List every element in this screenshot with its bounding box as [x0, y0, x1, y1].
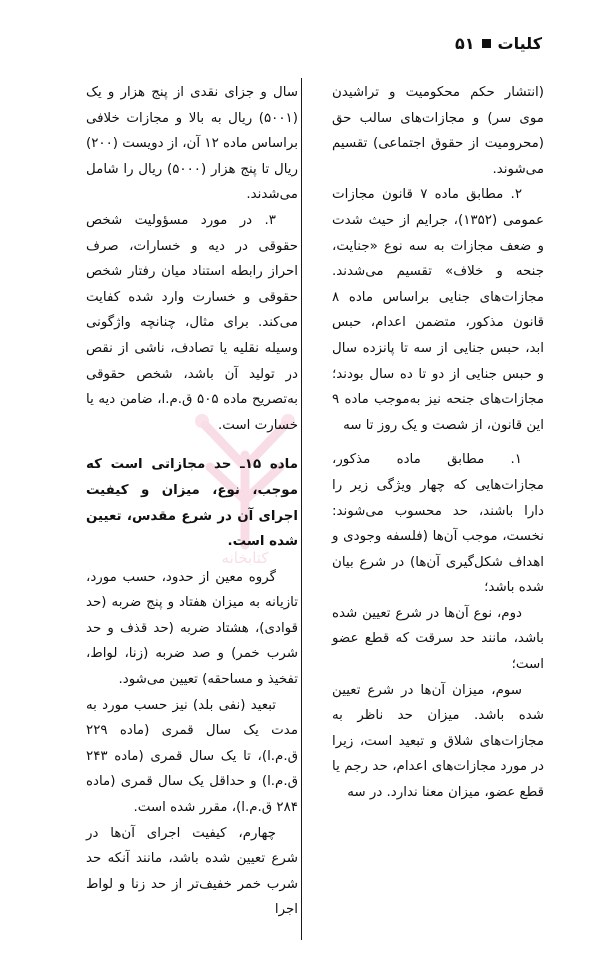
column-left	[86, 80, 298, 946]
paragraph: سوم، میزان آن‌ها در شرع تعیین شده باشد. میزان حد ناظر به مجازات‌های شلاق و تبعید است، زیرا در مورد مجازات‌های اعدام، حد رجم یا قطع عضو، میزان معنا ندارد. در سه	[332, 682, 544, 801]
paragraph: دوم، نوع آن‌ها در شرع تعیین شده باشد، مانند حد سرقت که قطع عضو است؛	[332, 605, 544, 673]
paragraph: تبعید (نفی بلد) نیز حسب مورد به مدت یک سال قمری (ماده ۲۲۹ ق.م.ا)، تا یک سال قمری (ماده ۲۴۳ ق.م.ا) و حداقل یک سال قمری (ماده ۲۸۴ ق.م.ا)، مقرر شده است.	[86, 697, 298, 816]
paragraph: (انتشار حکم محکومیت و تراشیدن موی سر) و مجازات‌های سالب حق (محرومیت از حقوق اجتماعی) تقسیم می‌شوند.	[332, 85, 544, 177]
filled-square-icon	[482, 39, 491, 48]
header-section-label: کلیات	[497, 34, 542, 53]
two-column-body	[56, 80, 544, 946]
article-heading: ماده ۱۵ـ حد مجازاتی است که موجب، نوع، میزان و کیفیت اجرای آن در شرع مقدس، تعیین شده است.	[86, 457, 298, 550]
paragraph: ۳. در مورد مسؤولیت شخص حقوقی در دیه و خسارات، صرف احراز رابطه استناد میان رفتار شخص حقوقی و خسارت وارد شده کفایت می‌کند. برای مثال، چنانچه واژگونی وسیله نقلیه یا تصادف، ناشی از نقص در تولید آن باشد، شخص حقوقی به‌تصریح ماده ۵۰۵ ق.م.ا، ضامن دیه یا خسارت است.	[86, 212, 298, 433]
paragraph: ۱. مطابق ماده مذکور، مجازات‌هایی که چهار ویژگی زیر را دارا باشند، حد محسوب می‌شوند: نخست، موجب آن‌ها (فلسفه وجودی و اهداف شکل‌گیری آن‌ها) در شرع بیان شده باشد؛	[332, 452, 544, 596]
svg-text:کتابخانه: کتابخانه	[221, 549, 269, 565]
paragraph: سال و جزای نقدی از پنج هزار و یک (۵۰۰۱) ریال به بالا و مجازات خلافی براساس ماده ۱۲ آن، از دویست (۲۰۰) ریال تا پنج هزار (۵۰۰۰) ریال را شامل می‌شدند.	[85, 85, 299, 203]
paragraph: ۲. مطابق ماده ۷ قانون مجازات عمومی (۱۳۵۲)، جرایم از حیث شدت و ضعف مجازات به سه نوع «جنایت، جنحه و خلاف» تقسیم می‌شدند. مجازات‌های جنایی براساس ماده ۸ قانون مذکور، متضمن اعدام، حبس ابد، حبس جنایی از سه تا پانزده سال و حبس جنایی از دو تا ده سال بودند؛ مجازات‌های جنحه نیز به‌موجب ماده ۹ این قانون، از شصت و یک روز تا سه	[332, 187, 544, 433]
running-header	[455, 34, 542, 53]
page-number: ۵۱	[455, 34, 475, 53]
paragraph: گروه معین از حدود، حسب مورد، تازیانه به میزان هفتاد و پنج ضربه (حد قوادی)، هشتاد ضربه (حد قذف و حد شرب خمر) و صد ضربه (زنا، لواط، تفخیذ و مساحقه) تعیین می‌شود.	[86, 569, 298, 688]
paragraph: چهارم، کیفیت اجرای آن‌ها در شرع تعیین شده باشد، مانند آنکه حد شرب خمر خفیف‌تر از حد زنا و لواط اجرا	[86, 825, 298, 918]
column-right	[332, 80, 544, 946]
